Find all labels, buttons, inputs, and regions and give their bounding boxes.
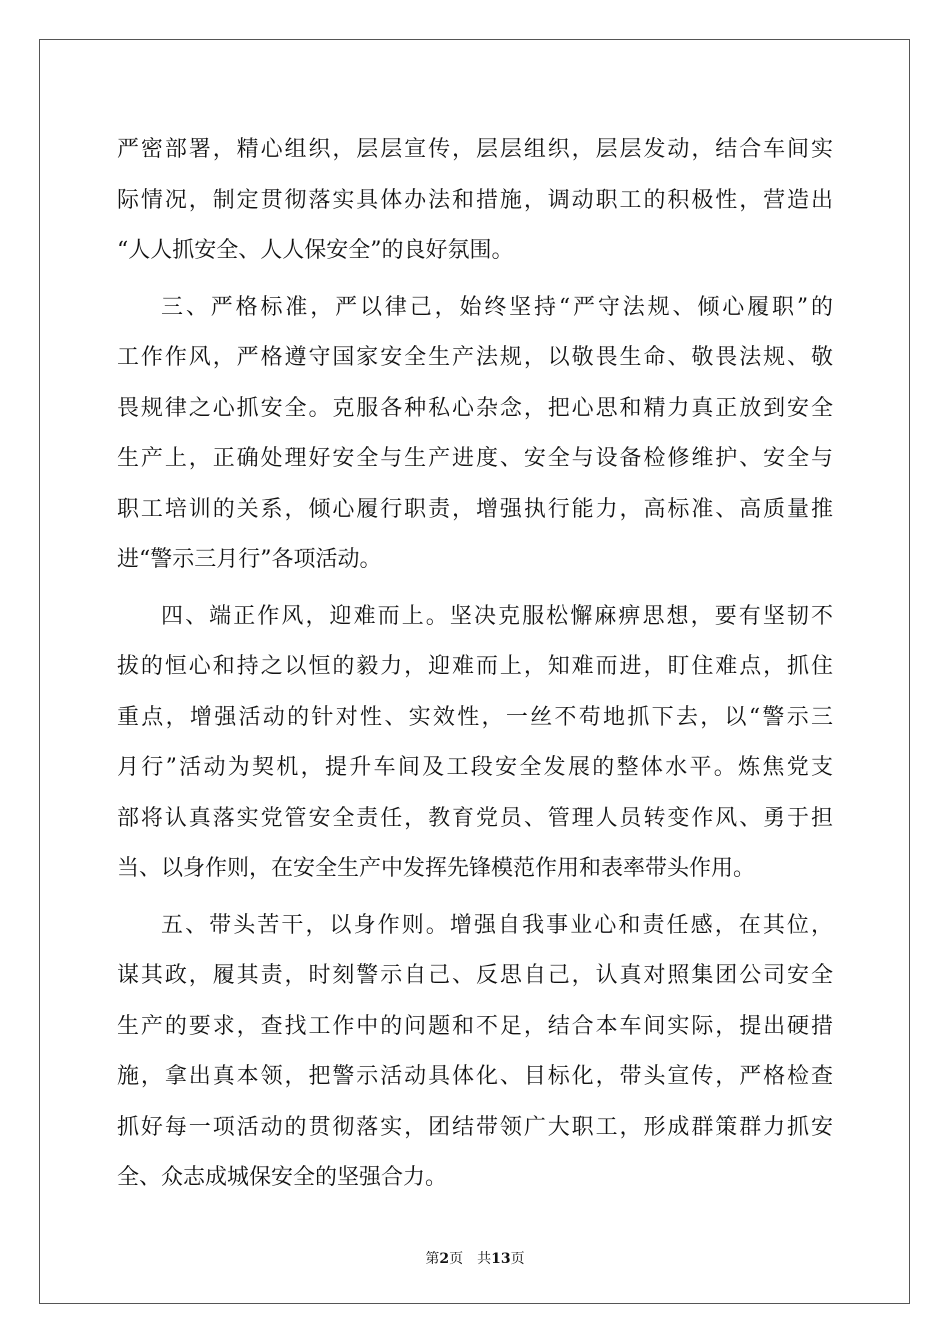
text-line: 部将认真落实党管安全责任，教育党员、管理人员转变作风、勇于担	[117, 805, 833, 831]
text-line: 当、以身作则，在安全生产中发挥先锋模范作用和表率带头作用。	[117, 856, 756, 881]
text-line: 五、带头苦干，以身作则。增强自我事业心和责任感，在其位，	[161, 912, 833, 938]
page-footer	[0, 1248, 950, 1268]
footer-total-prefix: 共	[477, 1251, 492, 1267]
text-line: 抓好每一项活动的贯彻落实，团结带领广大职工，形成群策群力抓安	[117, 1114, 833, 1140]
text-line: 进“警示三月行”各项活动。	[117, 547, 382, 572]
paragraph	[117, 283, 833, 586]
paragraph	[117, 901, 833, 1204]
text-line: 际情况，制定贯彻落实具体办法和措施，调动职工的积极性，营造出	[117, 187, 833, 213]
text-line: 谋其政，履其责，时刻警示自己、反思自己，认真对照集团公司安全	[117, 963, 833, 988]
footer-page-prefix: 第	[425, 1251, 440, 1267]
text-line: 三、严格标准，严以律己，始终坚持“严守法规、倾心履职”的	[161, 294, 833, 320]
text-line: 职工培训的关系，倾心履行职责，增强执行能力，高标准、高质量推	[117, 496, 833, 522]
text-line: 畏规律之心抓安全。克服各种私心杂念，把心思和精力真正放到安全	[117, 395, 833, 421]
text-line: 月行”活动为契机，提升车间及工段安全发展的整体水平。炼焦党支	[117, 755, 833, 780]
text-line: “人人抓安全、人人保安全”的良好氛围。	[117, 238, 514, 263]
text-line: 生产的要求，查找工作中的问题和不足，结合本车间实际，提出硬措	[117, 1013, 833, 1039]
text-line: 重点，增强活动的针对性、实效性，一丝不苟地抓下去，以“警示三	[117, 704, 833, 730]
footer-total-suffix: 页	[510, 1251, 525, 1267]
document-body	[117, 125, 833, 1204]
footer-page-suffix: 页	[449, 1251, 464, 1267]
text-line: 四、端正作风，迎难而上。坚决克服松懈麻痹思想，要有坚韧不	[161, 603, 833, 629]
text-line: 拔的恒心和持之以恒的毅力，迎难而上，知难而进，盯住难点，抓住	[117, 654, 833, 679]
text-line: 生产上，正确处理好安全与生产进度、安全与设备检修维护、安全与	[117, 446, 833, 471]
footer-page-number: 2	[439, 1251, 450, 1267]
paragraph	[117, 592, 833, 895]
text-line: 工作作风，严格遵守国家安全生产法规，以敬畏生命、敬畏法规、敬	[117, 345, 833, 370]
text-line: 全、众志成城保安全的坚强合力。	[117, 1165, 448, 1190]
text-line: 严密部署，精心组织，层层宣传，层层组织，层层发动，结合车间实	[117, 137, 833, 162]
text-line: 施，拿出真本领，把警示活动具体化、目标化，带头宣传，严格检查	[117, 1064, 833, 1089]
footer-total-pages: 13	[491, 1251, 511, 1267]
paragraph	[117, 125, 833, 277]
